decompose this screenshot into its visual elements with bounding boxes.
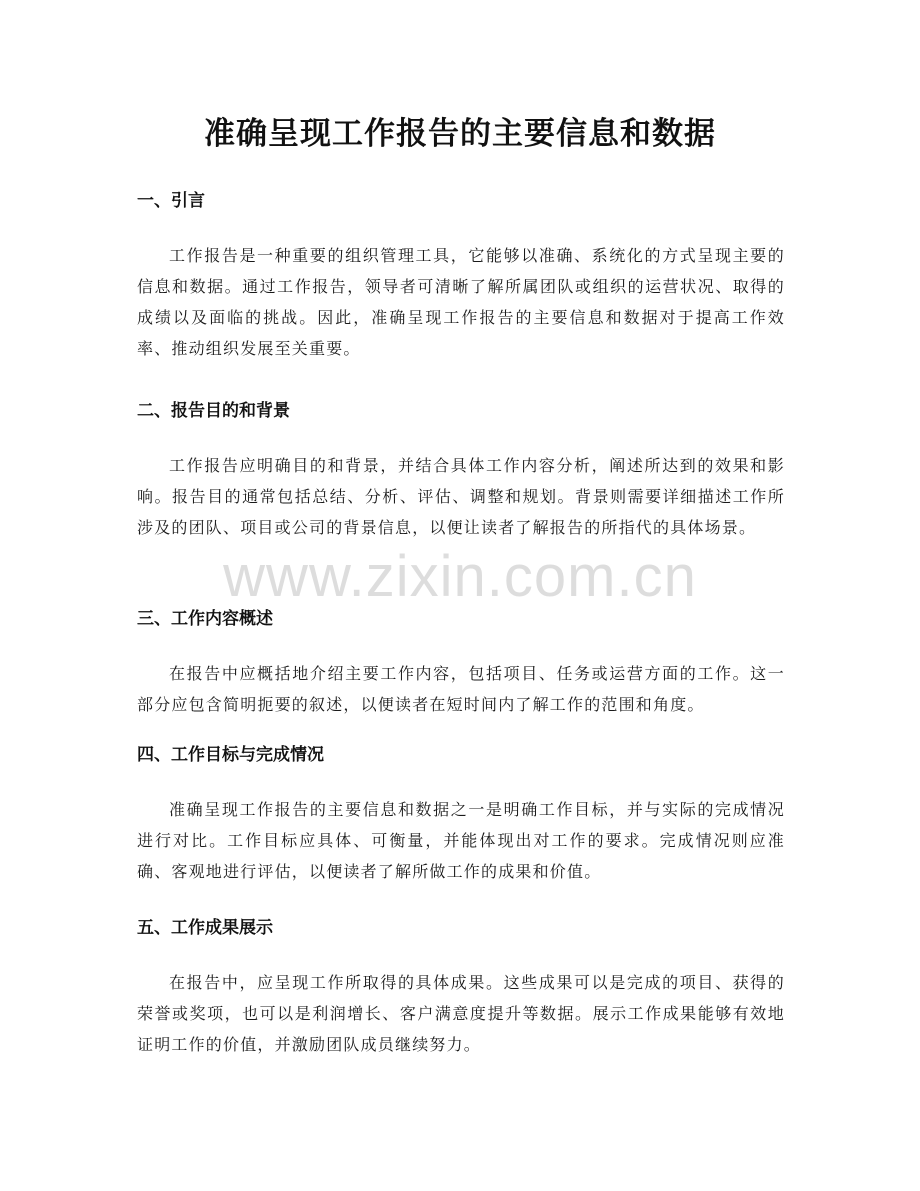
section-paragraph: 工作报告是一种重要的组织管理工具，它能够以准确、系统化的方式呈现主要的信息和数据。通过工作报告，领导者可清晰了解所属团队或组织的运营状况、取得的成绩以及面临的挑战。因此，准确呈现工作报告的主要信息和数据对于提高工作效率、推动组织发展至关重要。 bbox=[137, 246, 785, 358]
section-paragraph: 在报告中应概括地介绍主要工作内容，包括项目、任务或运营方面的工作。这一部分应包含简明扼要的叙述，以便读者在短时间内了解工作的范围和角度。 bbox=[137, 664, 785, 714]
section-results bbox=[137, 915, 785, 1060]
section-heading: 一、引言 bbox=[137, 191, 205, 211]
watermark-text: www.zixin.com.cn bbox=[223, 544, 697, 609]
section-heading: 二、报告目的和背景 bbox=[137, 401, 290, 421]
section-paragraph: 准确呈现工作报告的主要信息和数据之一是明确工作目标，并与实际的完成情况进行对比。工作目标应具体、可衡量，并能体现出对工作的要求。完成情况则应准确、客观地进行评估，以便读者了解所做工作的成果和价值。 bbox=[137, 800, 785, 881]
section-heading: 五、工作成果展示 bbox=[137, 918, 273, 938]
section-goals-completion bbox=[137, 742, 785, 887]
section-paragraph: 在报告中，应呈现工作所取得的具体成果。这些成果可以是完成的项目、获得的荣誉或奖项，也可以是利润增长、客户满意度提升等数据。展示工作成果能够有效地证明工作的价值，并激励团队成员继续努力。 bbox=[137, 973, 785, 1054]
section-introduction bbox=[137, 188, 785, 364]
document-title: 准确呈现工作报告的主要信息和数据 bbox=[204, 116, 716, 152]
section-heading: 四、工作目标与完成情况 bbox=[137, 745, 324, 765]
section-heading: 三、工作内容概述 bbox=[137, 609, 273, 629]
section-purpose-background bbox=[137, 398, 785, 543]
section-paragraph: 工作报告应明确目的和背景，并结合具体工作内容分析，阐述所达到的效果和影响。报告目的通常包括总结、分析、评估、调整和规划。背景则需要详细描述工作所涉及的团队、项目或公司的背景信息，以便让读者了解报告的所指代的具体场景。 bbox=[137, 456, 785, 537]
section-work-overview bbox=[137, 606, 785, 720]
